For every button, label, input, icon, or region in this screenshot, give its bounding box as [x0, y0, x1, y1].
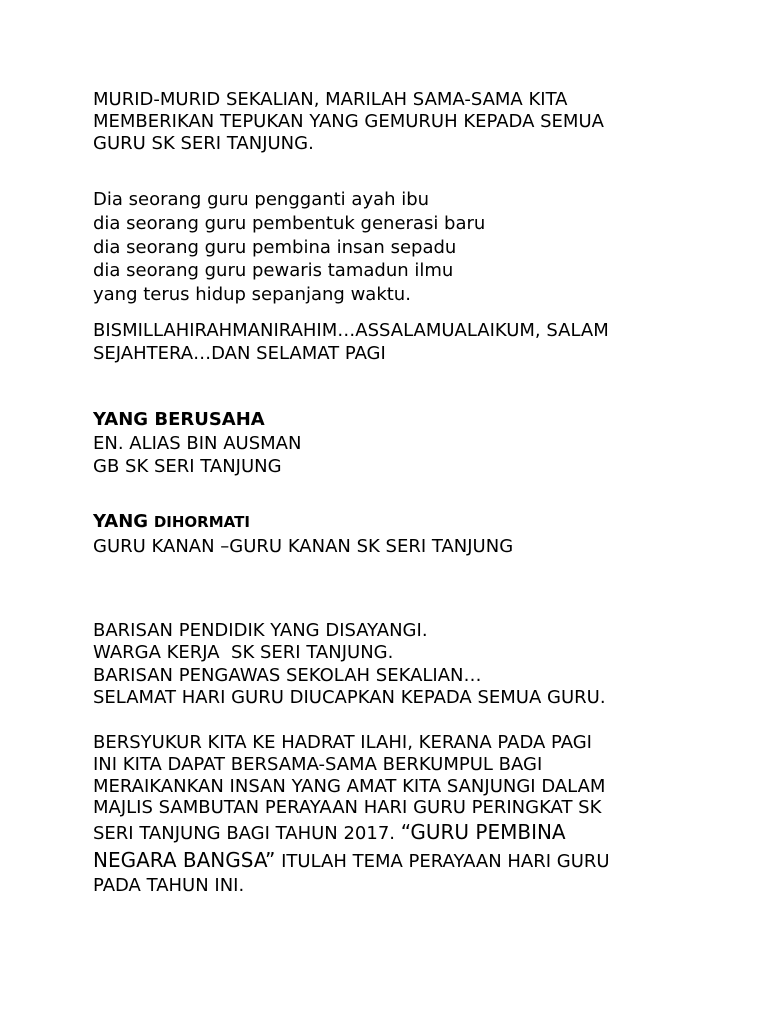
bersyukur-paragraph	[93, 732, 713, 897]
bersyukur-line: MAJLIS SAMBUTAN PERAYAAN HARI GURU PERINGKAT SK	[93, 797, 602, 819]
poem-line: Dia seorang guru pengganti ayah ibu	[93, 189, 430, 210]
poem-line: dia seorang guru pewaris tamadun ilmu	[93, 260, 454, 282]
bersyukur-line	[93, 819, 713, 847]
bersyukur-line: MERAIKANKAN INSAN YANG AMAT KITA SANJUNGI DALAM	[93, 775, 606, 797]
bersyukur-line: BERSYUKUR KITA KE HADRAT ILAHI, KERANA PADA PAGI	[93, 732, 592, 753]
berusaha-section	[93, 408, 713, 479]
poem-line: yang terus hidup sepanjang waktu.	[93, 284, 411, 306]
intro-paragraph	[93, 89, 713, 155]
barisan-line: WARGA KERJA SK SERI TANJUNG.	[93, 642, 394, 664]
berusaha-line: EN. ALIAS BIN AUSMAN	[93, 432, 302, 454]
intro-line: GURU SK SERI TANJUNG.	[93, 133, 314, 154]
theme-text: “GURU PEMBINA	[400, 820, 566, 845]
dihormati-line: GURU KANAN –GURU KANAN SK SERI TANJUNG	[93, 535, 514, 557]
bersyukur-text: SERI TANJUNG BAGI TAHUN 2017.	[93, 823, 401, 845]
barisan-line: BARISAN PENDIDIK YANG DISAYANGI.	[93, 620, 428, 641]
intro-line: MEMBERIKAN TEPUKAN YANG GEMURUH KEPADA SEMUA	[93, 111, 604, 132]
theme-text: NEGARA BANGSA”	[93, 848, 276, 873]
barisan-line: SELAMAT HARI GURU DIUCAPKAN KEPADA SEMUA GURU.	[93, 686, 606, 708]
poem-line: dia seorang guru pembentuk generasi baru	[93, 212, 486, 234]
poem-paragraph	[93, 188, 713, 307]
berusaha-heading: YANG BERUSAHA	[93, 409, 265, 430]
dihormati-heading-rest: DIHORMATI	[153, 513, 250, 531]
greeting-line: BISMILLAHIRAHMANIRAHIM…ASSALAMUALAIKUM, SALAM	[93, 320, 609, 341]
bersyukur-line: PADA TAHUN INI.	[93, 875, 245, 897]
dihormati-heading	[93, 510, 713, 535]
barisan-paragraph	[93, 620, 713, 709]
poem-line: dia seorang guru pembina insan sepadu	[93, 236, 457, 258]
dihormati-heading-word: YANG	[93, 511, 149, 532]
dihormati-section	[93, 510, 713, 558]
bersyukur-line	[93, 847, 713, 875]
greeting-paragraph	[93, 319, 713, 365]
intro-line: MURID-MURID SEKALIAN, MARILAH SAMA-SAMA KITA	[93, 89, 568, 110]
bersyukur-text: ITULAH TEMA PERAYAAN HARI GURU	[275, 851, 610, 873]
berusaha-line: GB SK SERI TANJUNG	[93, 456, 282, 477]
greeting-line: SEJAHTERA…DAN SELAMAT PAGI	[93, 343, 386, 364]
bersyukur-line: INI KITA DAPAT BERSAMA-SAMA BERKUMPUL BAGI	[93, 753, 543, 775]
barisan-line: BARISAN PENGAWAS SEKOLAH SEKALIAN…	[93, 664, 482, 686]
